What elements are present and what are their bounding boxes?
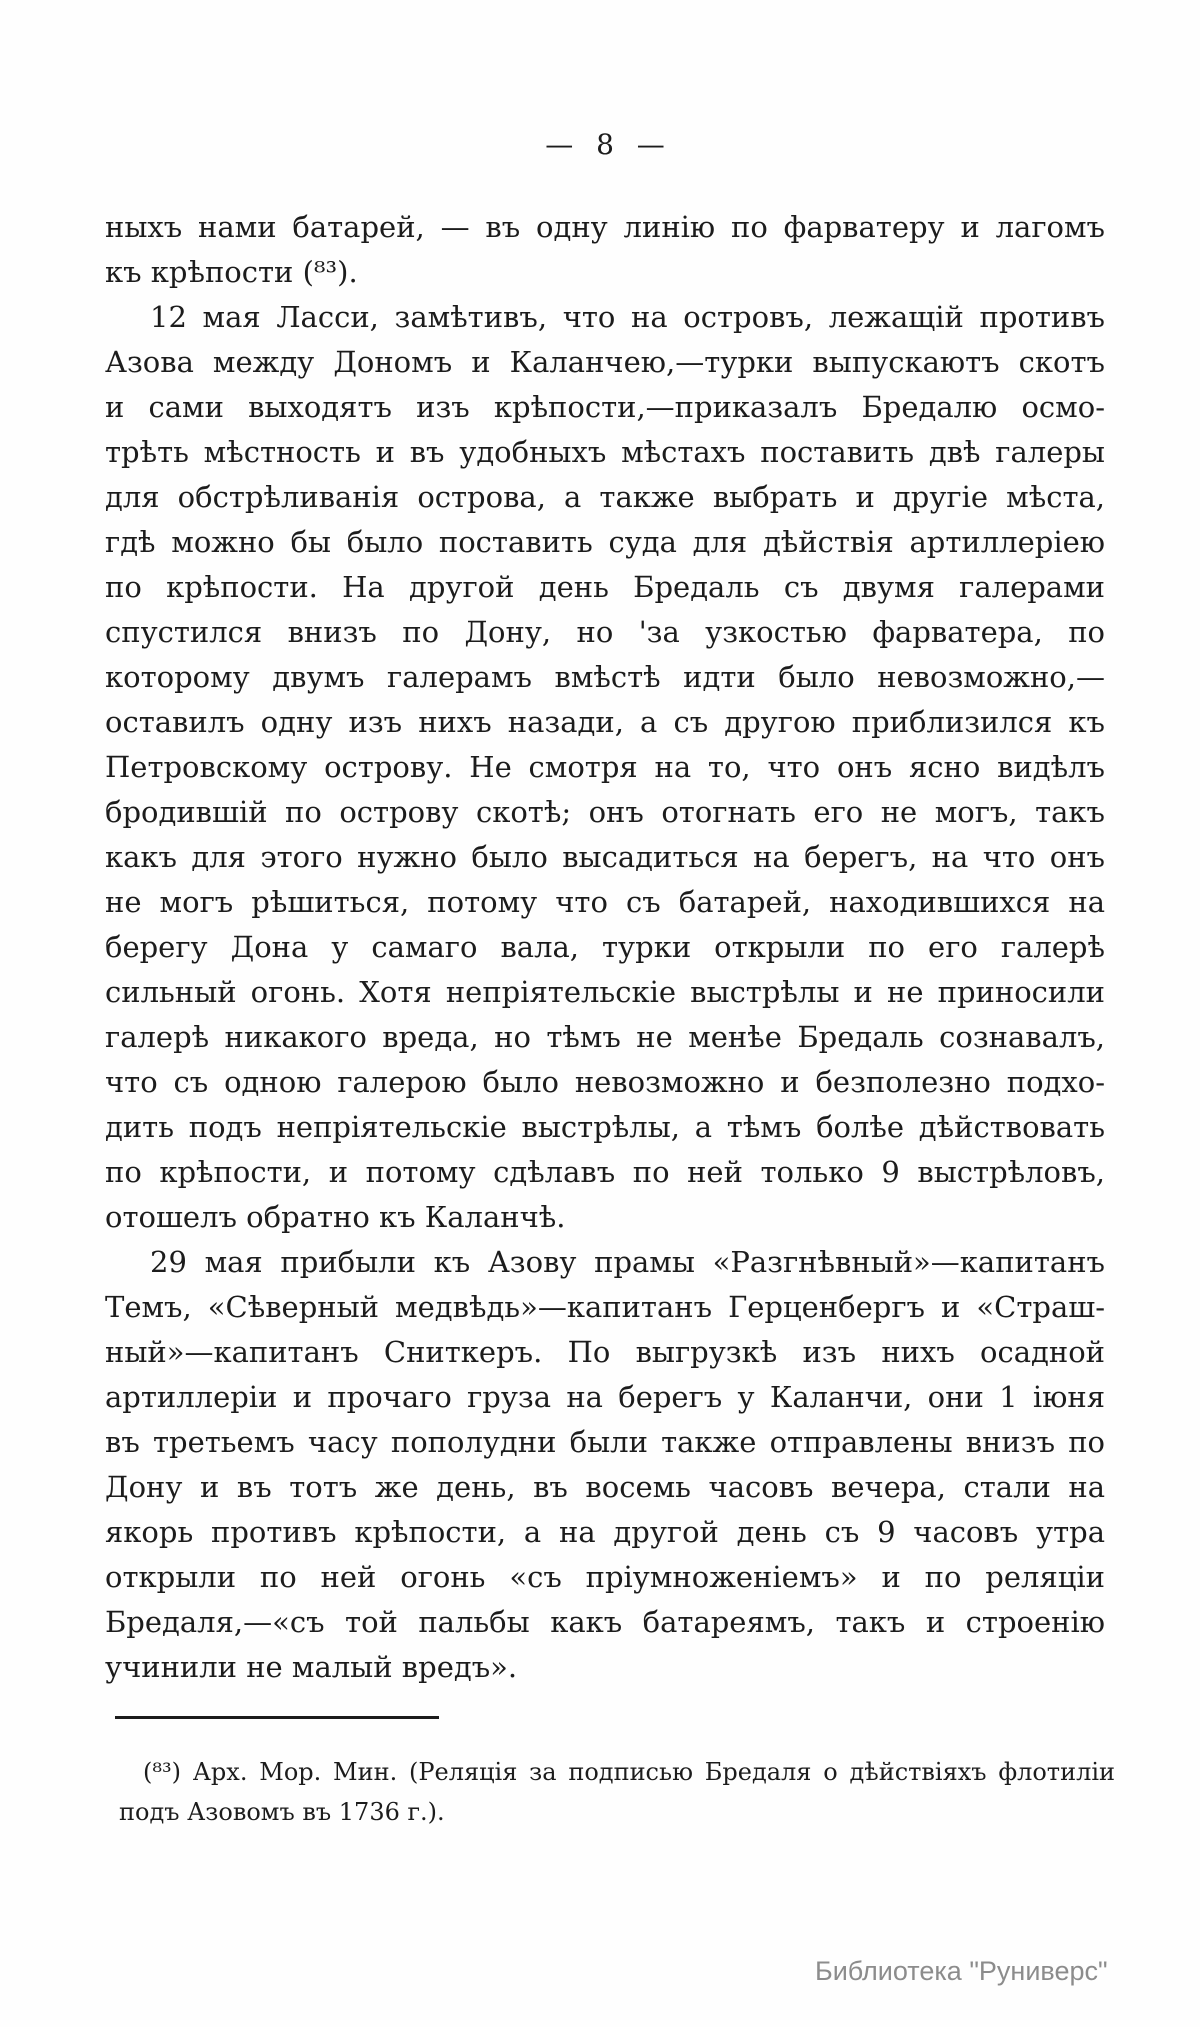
text-line: бродившій по острову скотѣ; онъ отогнать его не могъ, такъ: [105, 795, 1105, 829]
text-line: какъ для этого нужно было высадиться на берегъ, на что онъ: [105, 840, 1105, 874]
text-line: по крѣпости, и потому сдѣлавъ по ней только 9 выстрѣловъ,: [105, 1155, 1105, 1189]
text-line: и сами выходятъ изъ крѣпости,—приказалъ Бредалю осмо-: [105, 390, 1105, 424]
text-line: отошелъ обратно къ Каланчѣ.: [105, 1200, 566, 1234]
text-line: по крѣпости. На другой день Бредаль съ двумя галерами: [105, 570, 1105, 604]
footnote-line: подъ Азовомъ въ 1736 г.).: [119, 1798, 445, 1826]
text-line: открыли по ней огонь «съ пріумноженіемъ» и по реляціи: [105, 1560, 1105, 1594]
text-line: спустился внизъ по Дону, но 'за узкостью фарватера, по: [105, 615, 1105, 649]
text-line: что съ одною галерою было невозможно и безполезно подхо-: [105, 1065, 1105, 1099]
text-line: ныхъ нами батарей, — въ одну линію по фарватеру и лагомъ: [105, 210, 1105, 244]
page-number: — 8 —: [545, 128, 665, 161]
body-text: [105, 205, 1105, 1690]
text-line: сильный огонь. Хотя непріятельскіе выстрѣлы и не приносили: [105, 975, 1105, 1009]
text-line: для обстрѣливанія острова, а также выбрать и другіе мѣста,: [105, 480, 1105, 514]
text-line: артиллеріи и прочаго груза на берегъ у Каланчи, они 1 іюня: [105, 1380, 1105, 1414]
footnote-line: (⁸³) Арх. Мор. Мин. (Реляція за подписью Бредаля о дѣйствіяхъ флотиліи: [143, 1758, 1115, 1786]
text-line: въ третьемъ часу пополудни были также отправлены внизъ по: [105, 1425, 1105, 1459]
text-line: дить подъ непріятельскіе выстрѣлы, а тѣмъ болѣе дѣйствовать: [105, 1110, 1105, 1144]
text-line: оставилъ одну изъ нихъ назади, а съ другою приблизился къ: [105, 705, 1105, 739]
text-line: берегу Дона у самаго вала, турки открыли по его галерѣ: [105, 930, 1105, 964]
footnote: [105, 1752, 1115, 1832]
paragraph: [105, 205, 1105, 295]
text-line: 29 мая прибыли къ Азову прамы «Разгнѣвный»—капитанъ: [150, 1245, 1105, 1279]
text-line: трѣть мѣстность и въ удобныхъ мѣстахъ поставить двѣ галеры: [105, 435, 1105, 469]
text-line: якорь противъ крѣпости, а на другой день съ 9 часовъ утра: [105, 1515, 1105, 1549]
text-line: Петровскому острову. Не смотря на то, что онъ ясно видѣлъ: [105, 750, 1105, 784]
text-line: Бредаля,—«съ той пальбы какъ батареямъ, такъ и строенію: [105, 1605, 1105, 1639]
text-line: 12 мая Ласси, замѣтивъ, что на островъ, лежащій противъ: [150, 300, 1105, 334]
text-line: ный»—капитанъ Сниткеръ. По выгрузкѣ изъ нихъ осадной: [105, 1335, 1105, 1369]
text-line: галерѣ никакого вреда, но тѣмъ не менѣе Бредаль сознавалъ,: [105, 1020, 1105, 1054]
text-line: не могъ рѣшиться, потому что съ батарей, находившихся на: [105, 885, 1105, 919]
text-line: которому двумъ галерамъ вмѣстѣ идти было невозможно,—: [105, 660, 1105, 694]
footnote-separator-rule: [115, 1716, 439, 1719]
library-watermark: Библиотека "Руниверс": [815, 1956, 1108, 1986]
text-line: гдѣ можно бы было поставить суда для дѣйствія артиллеріею: [105, 525, 1105, 559]
text-line: Азова между Дономъ и Каланчею,—турки выпускаютъ скотъ: [105, 345, 1105, 379]
text-line: Темъ, «Сѣверный медвѣдь»—капитанъ Герценбергъ и «Страш-: [105, 1290, 1105, 1324]
text-line: Дону и въ тотъ же день, въ восемь часовъ вечера, стали на: [105, 1470, 1105, 1504]
text-line: учинили не малый вредъ».: [105, 1650, 518, 1684]
paragraph: [105, 1240, 1105, 1690]
text-line: къ крѣпости (⁸³).: [105, 255, 358, 289]
paragraph: [105, 295, 1105, 1240]
